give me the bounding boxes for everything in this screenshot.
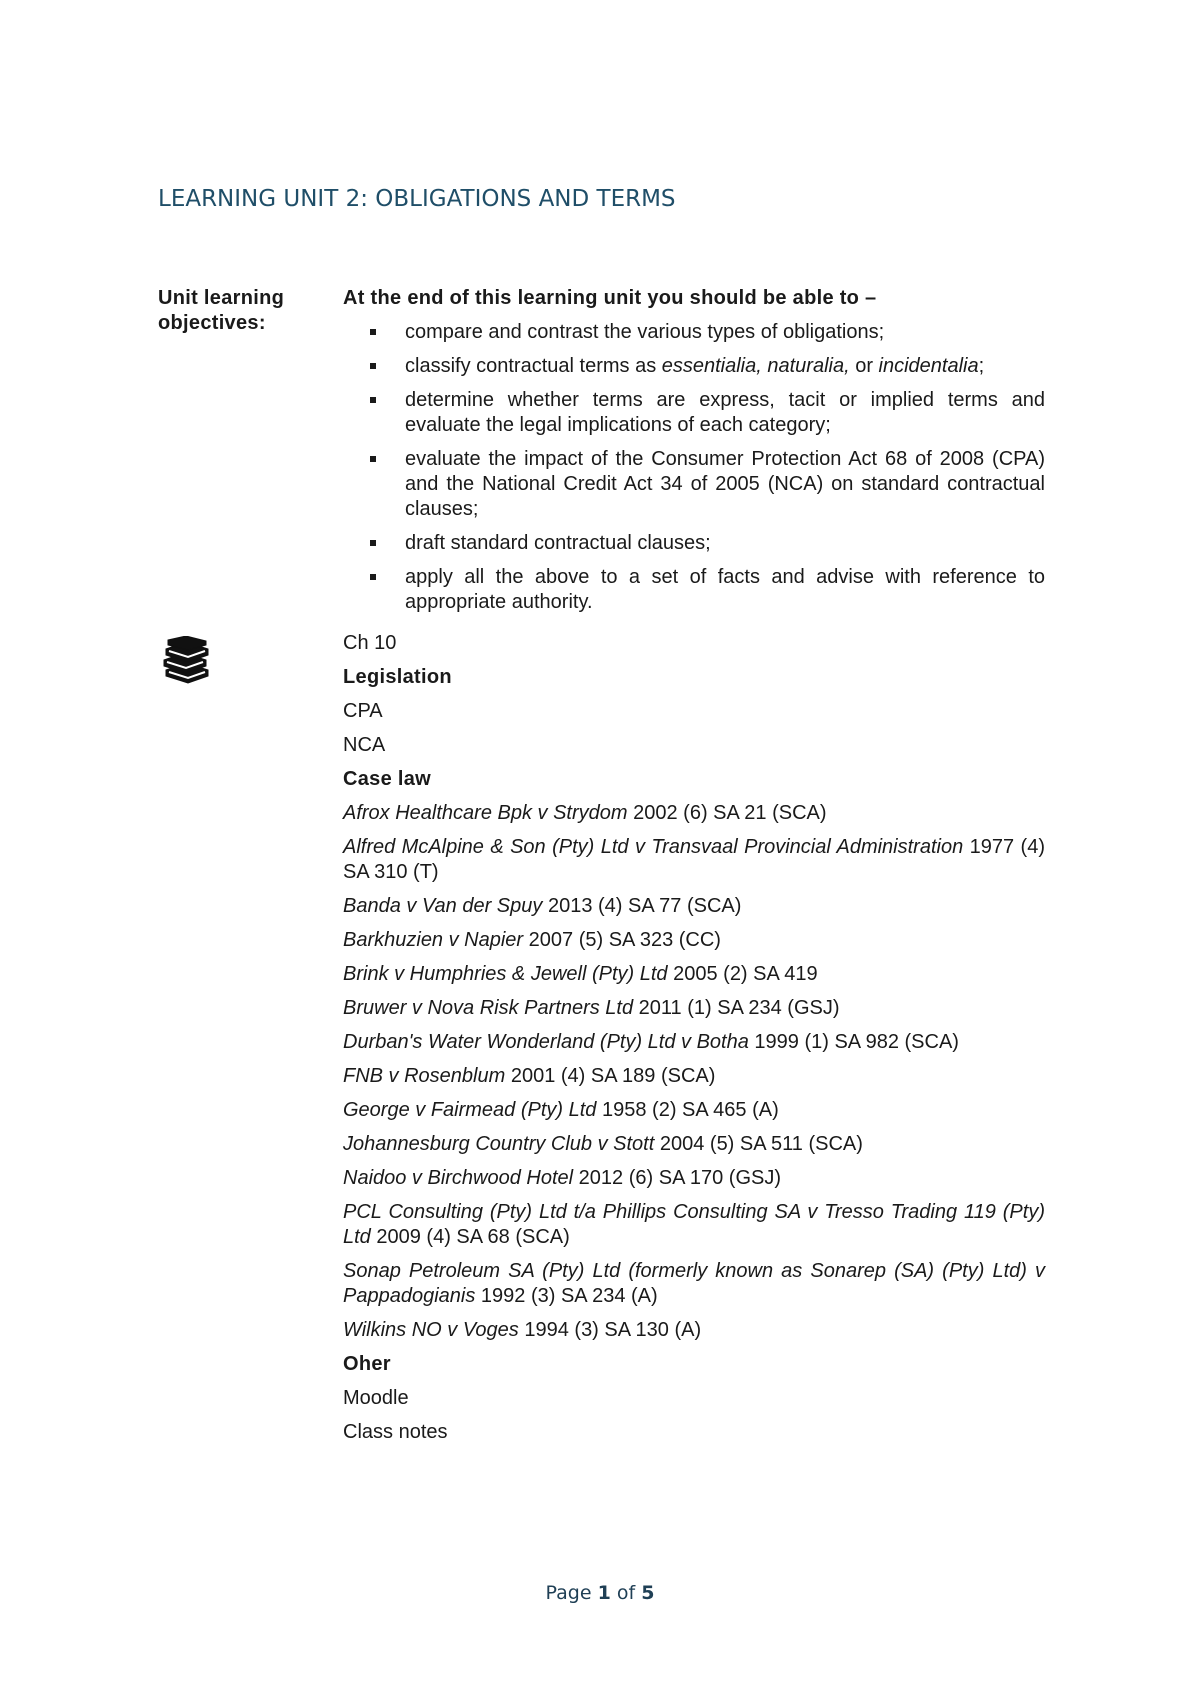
bullet-icon — [370, 397, 376, 403]
objective-text: classify contractual terms as — [405, 355, 662, 377]
case-citation — [343, 1030, 1045, 1055]
resource-item: Ch 10 — [343, 632, 397, 654]
resource-item: NCA — [343, 734, 386, 756]
case-citation — [343, 1098, 1045, 1123]
books-stack-icon — [160, 636, 212, 684]
case-reference: 1958 (2) SA 465 (A) — [596, 1099, 779, 1121]
bullet-icon — [370, 574, 376, 580]
bullet-icon — [370, 329, 376, 335]
case-reference: 2002 (6) SA 21 (SCA) — [627, 802, 827, 824]
case-citation — [343, 1064, 1045, 1089]
bullet-icon — [370, 456, 376, 462]
case-name: Barkhuzien v Napier — [343, 929, 524, 951]
page-footer — [0, 1582, 1200, 1604]
footer-page-word: Page — [545, 1582, 592, 1604]
objective-text: determine whether terms are express, tacit or implied terms and evaluate the legal implications of each category; — [405, 389, 1045, 436]
objective-item — [343, 354, 1045, 379]
case-name: Afrox Healthcare Bpk v Strydom — [343, 802, 628, 824]
case-citation — [343, 1166, 1045, 1191]
footer-of-word: of — [616, 1582, 636, 1604]
case-reference: 2009 (4) SA 68 (SCA) — [370, 1226, 570, 1248]
case-citation — [343, 1132, 1045, 1157]
case-name: George v Fairmead (Pty) Ltd — [343, 1099, 597, 1121]
case-citation — [343, 1259, 1045, 1309]
case-citation — [343, 801, 1045, 826]
objective-item — [343, 388, 1045, 438]
objective-text: draft standard contractual clauses; — [405, 532, 711, 554]
objective-item — [343, 531, 1045, 556]
resource-item: CPA — [343, 700, 383, 722]
section-heading: Oher — [343, 1353, 391, 1375]
bullet-icon — [370, 363, 376, 369]
objective-text: or — [849, 355, 879, 377]
case-reference: 1999 (1) SA 982 (SCA) — [748, 1031, 959, 1053]
objectives-label: Unit learning objectives: — [158, 287, 285, 334]
case-name: Johannesburg Country Club v Stott — [343, 1133, 655, 1155]
objective-item — [343, 447, 1045, 522]
case-reference: 2012 (6) SA 170 (GSJ) — [573, 1167, 782, 1189]
case-name: Bruwer v Nova Risk Partners Ltd — [343, 997, 634, 1019]
case-reference: 1977 (4) SA 310 (T) — [343, 836, 1045, 883]
case-reference: 1992 (3) SA 234 (A) — [475, 1285, 658, 1307]
case-name: Brink v Humphries & Jewell (Pty) Ltd — [343, 963, 668, 985]
objective-text: evaluate the impact of the Consumer Protection Act 68 of 2008 (CPA) and the National Credit Act 34 of 2005 (NCA) on standard contractual clauses; — [405, 448, 1045, 520]
case-reference: 2011 (1) SA 234 (GSJ) — [633, 997, 840, 1019]
footer-total-pages: 5 — [641, 1582, 655, 1604]
objectives-list — [343, 320, 1045, 615]
case-name: Durban's Water Wonderland (Pty) Ltd v Botha — [343, 1031, 749, 1053]
resources-list — [343, 631, 1045, 1454]
case-reference: 2013 (4) SA 77 (SCA) — [542, 895, 742, 917]
case-reference: 2007 (5) SA 323 (CC) — [523, 929, 721, 951]
case-name: Alfred McAlpine & Son (Pty) Ltd v Transvaal Provincial Administration — [343, 836, 964, 858]
objective-text: compare and contrast the various types of obligations; — [405, 321, 885, 343]
case-reference: 2005 (2) SA 419 — [667, 963, 818, 985]
section-heading: Legislation — [343, 666, 452, 688]
case-name: PCL Consulting (Pty) Ltd t/a Phillips Consulting SA v Tresso Trading 119 (Pty) Ltd — [343, 1201, 1045, 1248]
footer-current-page: 1 — [597, 1582, 611, 1604]
case-name: Naidoo v Birchwood Hotel — [343, 1167, 574, 1189]
objective-text: ; — [978, 355, 985, 377]
resource-item: Moodle — [343, 1387, 409, 1409]
case-citation — [343, 1200, 1045, 1250]
case-citation — [343, 962, 1045, 987]
case-reference: 1994 (3) SA 130 (A) — [518, 1319, 702, 1341]
case-citation — [343, 835, 1045, 885]
objective-text: incidentalia — [878, 355, 979, 377]
section-heading: Case law — [343, 768, 432, 790]
case-citation — [343, 894, 1045, 919]
case-reference: 2004 (5) SA 511 (SCA) — [654, 1133, 863, 1155]
page-title: LEARNING UNIT 2: OBLIGATIONS AND TERMS — [158, 186, 676, 212]
resource-item: Class notes — [343, 1421, 448, 1443]
case-citation — [343, 928, 1045, 953]
objective-text: essentialia, naturalia, — [661, 355, 850, 377]
objectives-section — [343, 286, 1045, 624]
case-citation — [343, 1318, 1045, 1343]
objective-item — [343, 565, 1045, 615]
case-citation — [343, 996, 1045, 1021]
objectives-intro: At the end of this learning unit you should be able to – — [343, 287, 877, 309]
case-name: Sonap Petroleum SA (Pty) Ltd (formerly known as Sonarep (SA) (Pty) Ltd) v Pappadogianis — [343, 1260, 1045, 1307]
case-name: Banda v Van der Spuy — [343, 895, 543, 917]
case-reference: 2001 (4) SA 189 (SCA) — [505, 1065, 716, 1087]
case-name: FNB v Rosenblum — [343, 1065, 506, 1087]
bullet-icon — [370, 540, 376, 546]
objective-item — [343, 320, 1045, 345]
objective-text: apply all the above to a set of facts and advise with reference to appropriate authority. — [405, 566, 1045, 613]
case-name: Wilkins NO v Voges — [343, 1319, 519, 1341]
